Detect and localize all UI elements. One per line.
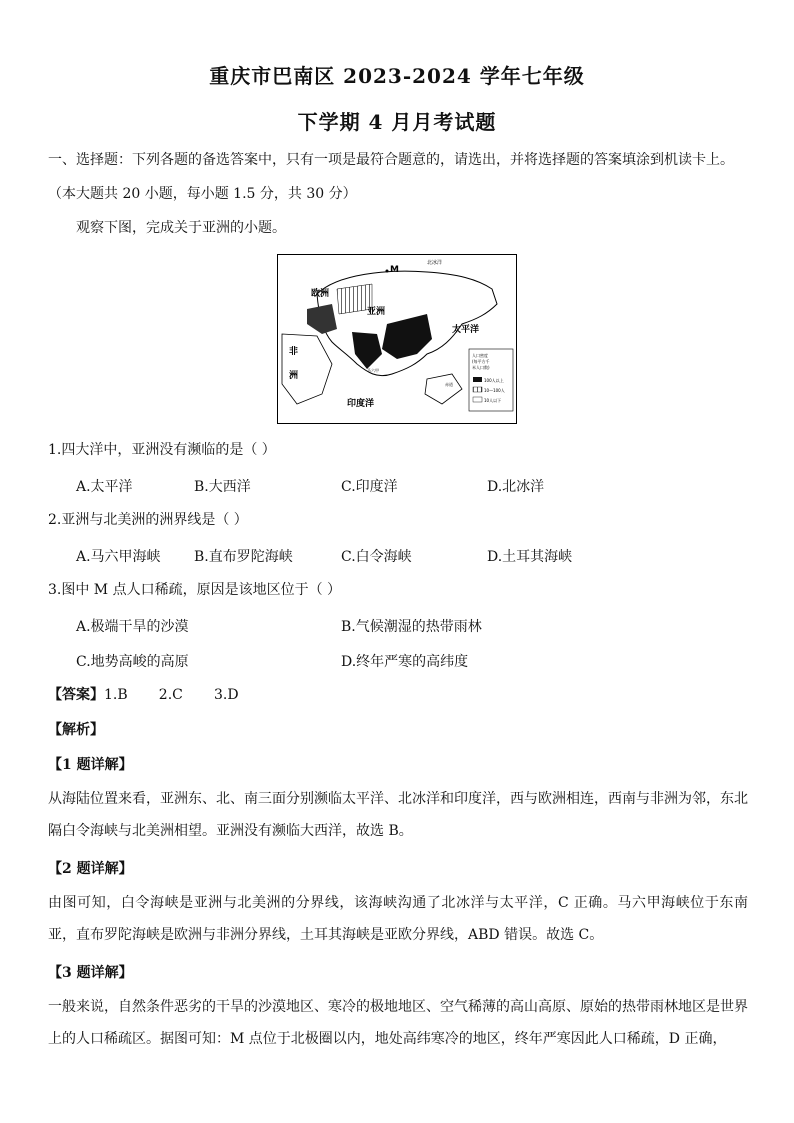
q1-option-d: D.北冰洋 xyxy=(487,479,545,495)
q1-analysis-label: 【1 题详解】 xyxy=(48,757,133,773)
q1-option-a: A.太平洋 xyxy=(76,479,133,495)
question-1-stem: 1.四大洋中，亚洲没有濒临的是（ ） xyxy=(48,442,276,458)
q3-analysis-label: 【3 题详解】 xyxy=(48,965,133,981)
map-label-europe: 欧洲 xyxy=(311,289,330,299)
legend-item-3: 10人以下 xyxy=(484,398,502,403)
answer-label: 【答案】 xyxy=(48,687,104,703)
page-title-line1: 重庆市巴南区 2023-2024 学年七年级 xyxy=(209,64,585,88)
legend-title-1: 人口密度 xyxy=(472,353,488,358)
q1-analysis-text: 从海陆位置来看，亚洲东、北、南三面分别濒临太平洋、北冰洋和印度洋，西与欧洲相连，西南与非洲为邻，东北隔白令海峡与北美洲相望。亚洲没有濒临大西洋，故选 B。 xyxy=(48,791,748,839)
q2-option-b: B.直布罗陀海峡 xyxy=(194,549,293,565)
q2-analysis-label: 【2 题详解】 xyxy=(48,861,133,877)
question-intro: 观察下图，完成关于亚洲的小题。 xyxy=(76,220,286,236)
answer-row xyxy=(48,686,239,704)
analysis-label: 【解析】 xyxy=(48,722,104,738)
q3-analysis-text: 一般来说，自然条件恶劣的干旱的沙漠地区、寒冷的极地地区、空气稀薄的高山高原、原始的热带雨林地区是世界上的人口稀疏区。据图可知：M 点位于北极圈以内，地处高纬寒冷的地区，终年严寒因此人口稀疏，D 正确， xyxy=(48,999,748,1047)
q3-option-d: D.终年严寒的高纬度 xyxy=(341,654,469,670)
legend-title-2: (每平方千 xyxy=(472,359,490,364)
q3-option-a: A.极端干旱的沙漠 xyxy=(76,619,189,635)
map-label-north-ocean: 北冰洋 xyxy=(427,260,443,266)
question-3-stem: 3.图中 M 点人口稀疏，原因是该地区位于（ ） xyxy=(48,582,342,598)
map-label-strait: 马六甲 xyxy=(367,368,379,373)
q2-option-a: A.马六甲海峡 xyxy=(76,549,161,565)
section-note: （本大题共 20 小题，每小题 1.5 分，共 30 分） xyxy=(48,186,357,202)
map-label-equator: 赤道 xyxy=(445,382,453,387)
legend-item-1: 100人以上 xyxy=(484,378,504,383)
q3-option-c: C.地势高峻的高原 xyxy=(76,654,189,670)
q2-option-c: C.白令海峡 xyxy=(341,549,412,565)
map-label-pacific: 太平洋 xyxy=(452,325,480,335)
map-label-asia: 亚洲 xyxy=(367,307,386,317)
legend-item-2: 10—100人 xyxy=(484,388,505,393)
q1-option-b: B.大西洋 xyxy=(194,479,251,495)
map-label-indian: 印度洋 xyxy=(347,399,375,409)
asia-population-map xyxy=(277,254,517,424)
map-label-africa-2: 洲 xyxy=(289,371,299,381)
page-title-line2: 下学期 4 月月考试题 xyxy=(297,110,497,134)
map-label-m: M xyxy=(390,265,399,275)
q3-option-b: B.气候潮湿的热带雨林 xyxy=(341,619,482,635)
map-label-africa-1: 非 xyxy=(289,347,299,357)
question-2-stem: 2.亚洲与北美洲的洲界线是（ ） xyxy=(48,512,248,528)
section-heading: 一、选择题：下列各题的备选答案中，只有一项是最符合题意的，请选出，并将选择题的答案填涂到机读卡上。 xyxy=(48,152,734,168)
q2-analysis-text: 由图可知，白令海峡是亚洲与北美洲的分界线，该海峡沟通了北冰洋与太平洋，C 正确。马六甲海峡位于东南亚，直布罗陀海峡是欧洲与非洲分界线，土耳其海峡是亚欧分界线，ABD 错误。故选 C。 xyxy=(48,895,748,943)
q2-option-d: D.土耳其海峡 xyxy=(487,549,573,565)
legend-title-3: 米人口数) xyxy=(472,365,490,370)
answer-values: 1.B 2.C 3.D xyxy=(104,687,239,703)
q1-option-c: C.印度洋 xyxy=(341,479,398,495)
